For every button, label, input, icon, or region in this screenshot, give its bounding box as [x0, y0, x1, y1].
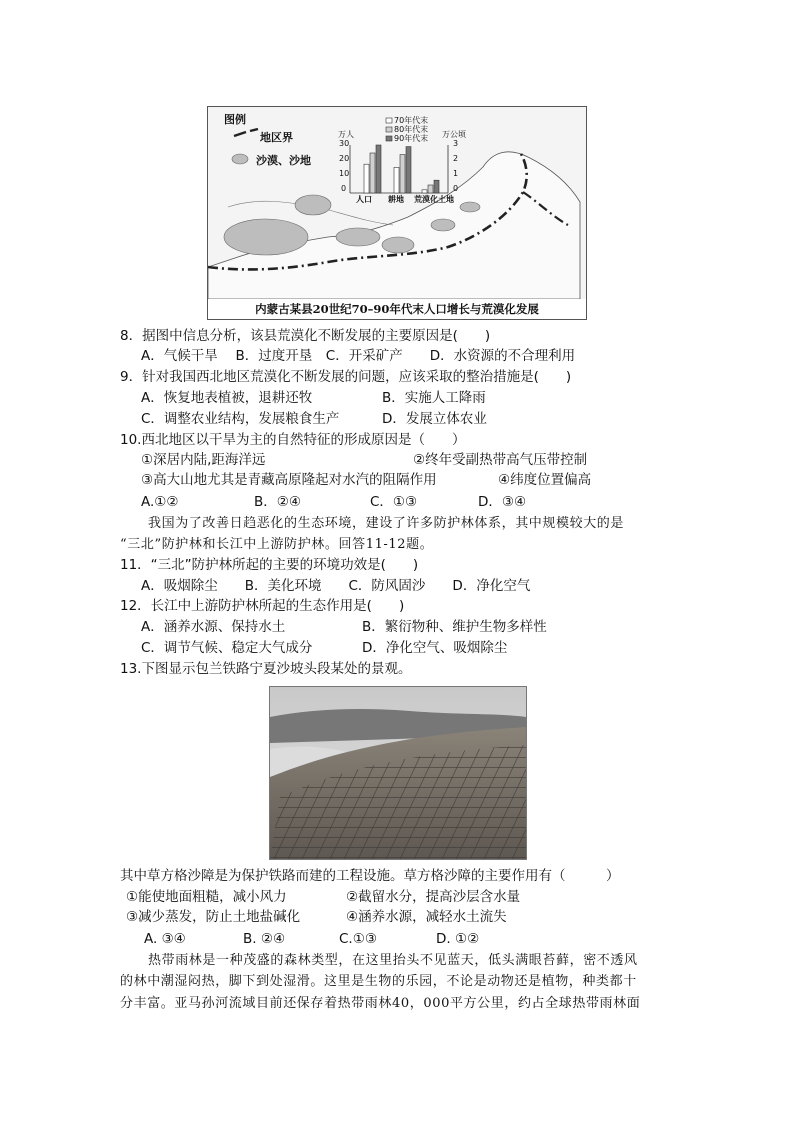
category-desertified-land: 荒漠化土地: [414, 195, 454, 204]
chart-legend-90s: 90年代末: [394, 134, 429, 143]
passage2-line-3: 分丰富。亚马孙河流域目前还保存着热带雨林40，000平方公里，约占全球热带雨林面: [120, 996, 641, 1011]
desert-horqin: [460, 202, 480, 212]
q11-stem: 11．“三北”防护林所起的主要的环境功效是( ): [120, 557, 419, 573]
left-tick-30: 30: [339, 139, 350, 148]
q11-options: A．吸烟除尘 B．美化环境 C．防风固沙 D．净化空气: [141, 578, 531, 594]
passage1-line-1: 我国为了改善日趋恶化的生态环境，建设了许多防护林体系，其中规模较大的是: [148, 516, 625, 531]
q12-option-c: C．调节气候、稳定大气成分: [141, 640, 313, 656]
q9-option-b: B．实施人工降雨: [382, 390, 486, 406]
left-tick-20: 20: [339, 154, 350, 163]
q13-option-b: B. ②④: [243, 931, 286, 947]
right-tick-3: 3: [453, 139, 459, 148]
chart-legend-swatch-1: [386, 127, 392, 132]
category-population: 人口: [356, 195, 372, 204]
q8-stem: 8．据图中信息分析，该县荒漠化不断发展的主要原因是( ): [120, 328, 491, 344]
q9-option-d: D．发展立体农业: [382, 411, 487, 427]
chart-left-unit: 万人: [338, 130, 354, 139]
chart-legend-80s: 80年代末: [394, 125, 429, 134]
q12-option-b: B．繁衍物种、维护生物多样性: [362, 619, 547, 635]
q10-option-d: D．③④: [478, 494, 527, 510]
boundary-legend-symbol: [234, 129, 258, 136]
sand-barrier-photo: [269, 686, 527, 860]
passage1-line-2: “三北”防护林和长江中上游防护林。回答11-12题。: [120, 537, 434, 552]
q13-item-3: ③减少蒸发，防止土地盐碱化: [126, 909, 301, 925]
q10-stem: 10.西北地区以干旱为主的自然特征的形成原因是（ ）: [120, 432, 466, 448]
q13-question: 其中草方格沙障是为保护铁路而建的工程设施。草方格沙障的主要作用有（ ）: [120, 868, 620, 884]
q9-option-c: C．调整农业结构，发展粮食生产: [141, 411, 340, 427]
category-farmland: 耕地: [388, 195, 404, 204]
q10-option-a: A.①②: [141, 494, 179, 510]
passage2-line-1: 热带雨林是一种茂盛的森林类型，在这里抬头不见蓝天，低头满眼苔藓，密不透风: [148, 953, 638, 968]
q12-option-a: A．涵养水源、保持水土: [141, 619, 286, 635]
q13-item-1: ①能使地面粗糙，减小风力: [126, 889, 287, 905]
legend-boundary-label: 地区界: [260, 131, 293, 144]
q9-option-a: A．恢复地表植被，退耕还牧: [141, 390, 313, 406]
desert-junggar: [295, 195, 331, 215]
q12-option-d: D．净化空气、吸烟除尘: [362, 640, 508, 656]
bar-1-2: [406, 147, 411, 193]
q13-option-d: D. ①②: [436, 931, 480, 947]
chart-legend-70s: 70年代末: [394, 116, 429, 125]
desert-hunshandake: [431, 219, 455, 231]
bar-0-0: [364, 164, 369, 193]
left-tick-10: 10: [339, 169, 350, 178]
legend-title: 图例: [224, 113, 246, 126]
desert-badain: [336, 228, 380, 246]
left-tick-0: 0: [341, 184, 347, 193]
q8-options: A．气候干旱 B．过度开垦 C．开采矿产 D．水资源的不合理利用: [141, 348, 576, 364]
map-caption: 内蒙古某县20世纪70–90年代末人口增长与荒漠化发展: [208, 299, 586, 319]
q10-item-1: ①深居内陆,距海洋远: [141, 452, 266, 468]
chart-legend-swatch-2: [386, 136, 392, 141]
q9-stem: 9．针对我国西北地区荒漠化不断发展的问题，应该采取的整治措施是( ): [120, 369, 572, 385]
q13-item-2: ②截留水分，提高沙层含水量: [346, 889, 521, 905]
q13-option-a: A. ③④: [144, 931, 186, 947]
q13-option-c: C.①③: [339, 931, 377, 947]
q10-option-b: B．②④: [254, 494, 301, 510]
q10-item-2: ②终年受副热带高气压带控制: [413, 452, 588, 468]
desertification-map-figure: [207, 106, 587, 320]
sand-barrier-photo-drawing: [270, 687, 526, 859]
desert-taklimakan: [224, 219, 308, 255]
q13-item-4: ④涵养水源，减轻水土流失: [346, 909, 507, 925]
right-tick-0: 0: [453, 184, 459, 193]
bar-1-1: [400, 155, 405, 193]
q10-item-4: ④纬度位置偏高: [498, 472, 592, 488]
q10-item-3: ③高大山地尤其是青藏高原隆起对水汽的阻隔作用: [141, 472, 437, 488]
bar-2-1: [428, 185, 433, 193]
right-tick-1: 1: [453, 169, 459, 178]
chart-right-unit: 万公顷: [442, 130, 466, 139]
bar-2-0: [422, 190, 427, 193]
desert-mu-us: [382, 237, 414, 253]
bar-0-1: [370, 153, 375, 193]
legend-desert-label: 沙漠、沙地: [256, 154, 311, 167]
bar-0-2: [376, 145, 381, 193]
desert-legend-symbol: [232, 154, 248, 164]
passage2-line-2: 的林中潮湿闷热，脚下到处湿滑。这里是生物的乐园，不论是动物还是植物，种类都十: [120, 974, 637, 989]
q13-stem: 13.下图显示包兰铁路宁夏沙坡头段某处的景观。: [120, 661, 412, 677]
q12-stem: 12．长江中上游防护林所起的生态作用是( ): [120, 598, 405, 614]
bar-1-0: [394, 167, 399, 193]
bar-2-2: [434, 180, 439, 193]
q10-option-c: C．①③: [370, 494, 418, 510]
right-tick-2: 2: [453, 154, 459, 163]
chart-legend-swatch-0: [386, 118, 392, 123]
